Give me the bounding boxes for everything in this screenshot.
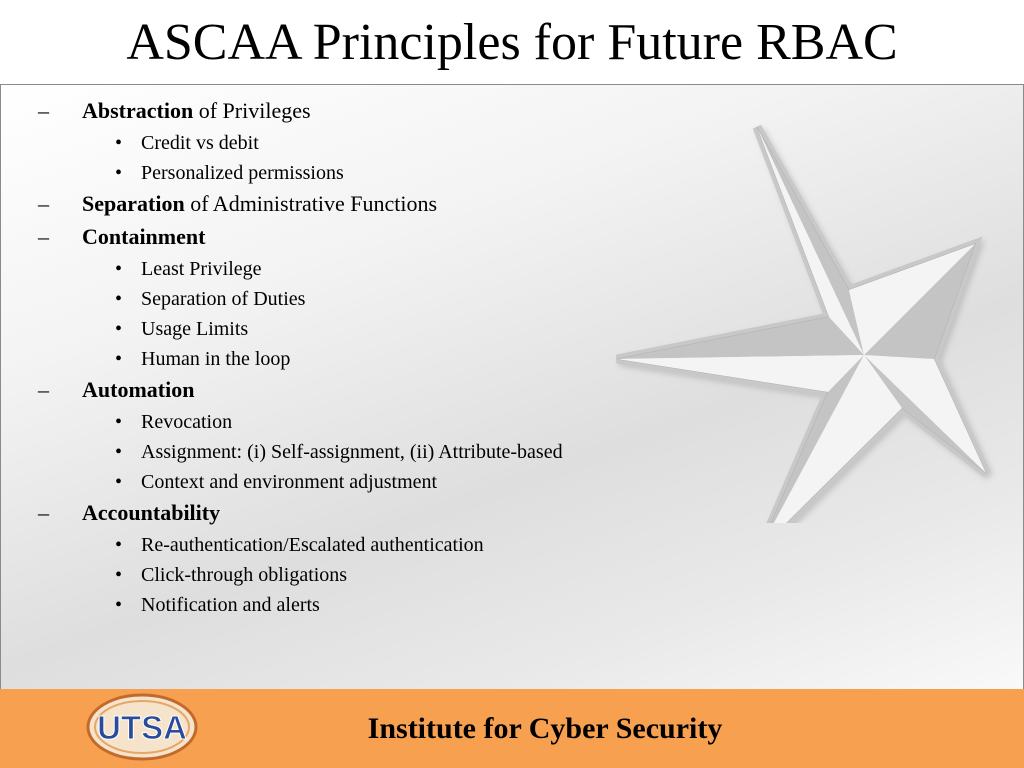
dot-bullet-icon: • xyxy=(115,411,123,433)
outline-item xyxy=(1,95,661,128)
outline-item-rest: of Privileges xyxy=(193,98,311,123)
outline-subitem-text: Click-through obligations xyxy=(141,564,348,586)
outline-subitem-text: Notification and alerts xyxy=(141,594,320,616)
outline-item-rest: of Administrative Functions xyxy=(184,191,438,216)
dot-bullet-icon: • xyxy=(115,258,123,280)
outline-subitem-text: Personalized permissions xyxy=(141,162,344,184)
dot-bullet-icon: • xyxy=(115,132,123,154)
logo-text: UTSA xyxy=(97,709,187,746)
slide-title: ASCAA Principles for Future RBAC xyxy=(126,14,898,71)
dot-bullet-icon: • xyxy=(115,288,123,310)
dash-bullet-icon: – xyxy=(38,191,49,216)
content-area xyxy=(0,84,1024,690)
dot-bullet-icon: • xyxy=(115,348,123,370)
outline-subitem-text: Assignment: (i) Self-assignment, (ii) Attribute-based xyxy=(141,441,563,463)
outline-item xyxy=(1,374,661,407)
star-icon xyxy=(601,123,1001,523)
outline-subitem-text: Usage Limits xyxy=(141,318,249,340)
outline-subitem xyxy=(1,314,661,344)
footer-bar xyxy=(0,689,1024,768)
outline-item-heading: Automation xyxy=(82,377,195,402)
outline-subitem xyxy=(1,560,661,590)
outline-subitem-text: Revocation xyxy=(141,411,233,433)
outline-subitem xyxy=(1,344,661,374)
outline-subitem-text: Separation of Duties xyxy=(141,288,306,310)
outline-subitem xyxy=(1,407,661,437)
dot-bullet-icon: • xyxy=(115,564,123,586)
outline-subitem xyxy=(1,437,661,467)
outline-item-heading: Containment xyxy=(82,224,206,249)
dot-bullet-icon: • xyxy=(115,318,123,340)
outline-item-heading: Accountability xyxy=(82,500,221,525)
outline-subitem xyxy=(1,467,661,497)
outline-item-heading: Abstraction xyxy=(82,98,194,123)
outline-item xyxy=(1,497,661,530)
dash-bullet-icon: – xyxy=(38,98,49,123)
dash-bullet-icon: – xyxy=(38,377,49,402)
bullet-outline xyxy=(1,95,661,620)
outline-subitem-text: Context and environment adjustment xyxy=(141,471,438,493)
outline-subitem xyxy=(1,284,661,314)
outline-item xyxy=(1,188,661,221)
outline-item-heading: Separation xyxy=(82,191,185,216)
outline-subitem-text: Least Privilege xyxy=(141,258,262,280)
outline-subitem-text: Re-authentication/Escalated authentication xyxy=(141,534,484,556)
outline-item xyxy=(1,221,661,254)
outline-subitem-text: Credit vs debit xyxy=(141,132,259,154)
dot-bullet-icon: • xyxy=(115,441,123,463)
footer-text: Institute for Cyber Security xyxy=(367,712,723,745)
dash-bullet-icon: – xyxy=(38,224,49,249)
outline-subitem xyxy=(1,254,661,284)
utsa-logo-icon xyxy=(84,691,200,763)
dot-bullet-icon: • xyxy=(115,471,123,493)
dash-bullet-icon: – xyxy=(38,500,49,525)
outline-subitem xyxy=(1,128,661,158)
outline-subitem-text: Human in the loop xyxy=(141,348,291,370)
outline-subitem xyxy=(1,590,661,620)
dot-bullet-icon: • xyxy=(115,534,123,556)
dot-bullet-icon: • xyxy=(115,594,123,616)
outline-subitem xyxy=(1,158,661,188)
dot-bullet-icon: • xyxy=(115,162,123,184)
outline-subitem xyxy=(1,530,661,560)
